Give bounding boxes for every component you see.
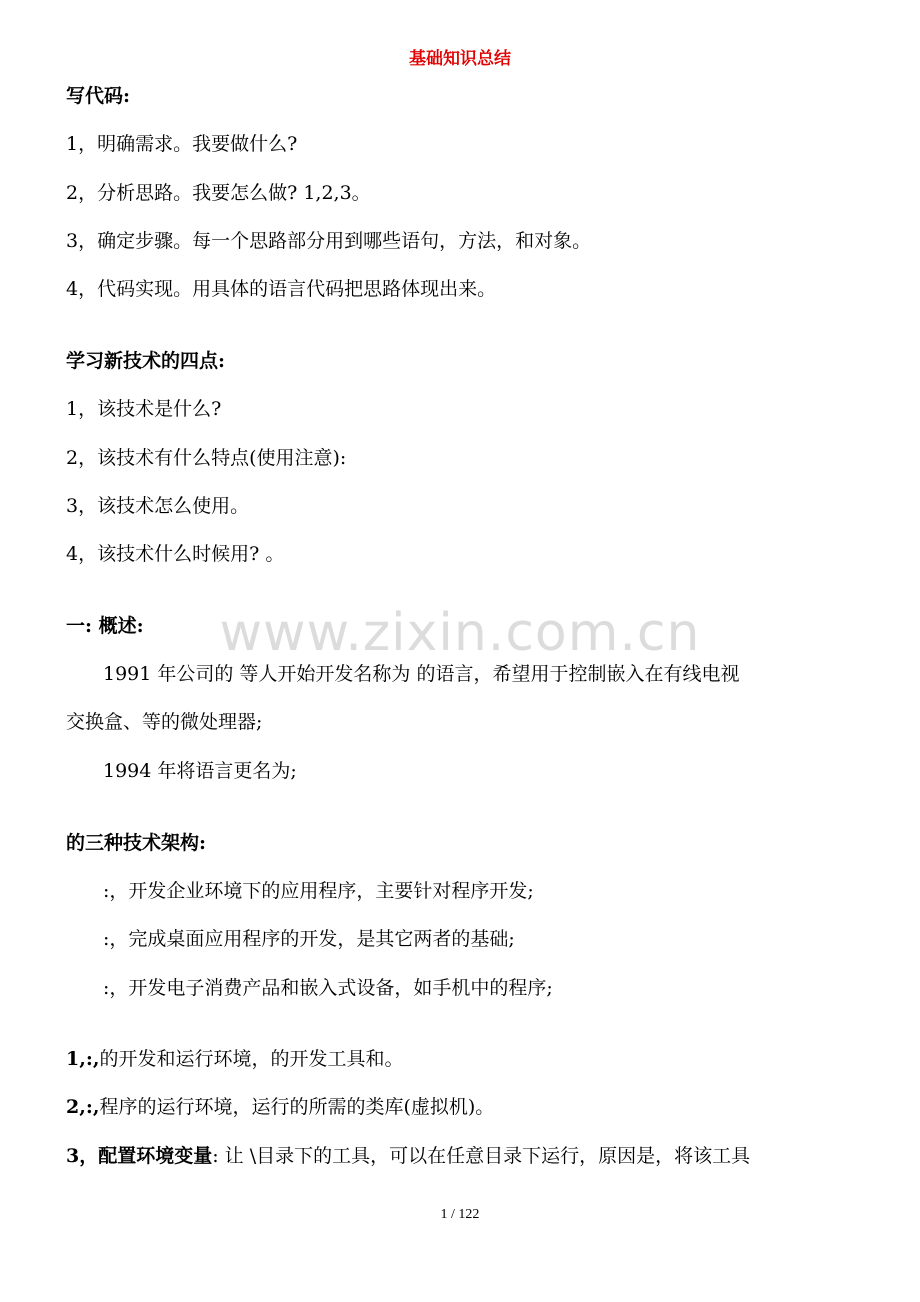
item-text: 程序的运行环境，运行的所需的类库(虚拟机)。: [99, 1096, 495, 1118]
item-number: 1,:,: [66, 1048, 100, 1070]
item-text: : 让 \目录下的工具，可以在任意目录下运行，原因是，将该工具: [212, 1145, 751, 1167]
heading-architectures: 的三种技术架构:: [66, 832, 207, 854]
list-item: [66, 1147, 750, 1166]
list-item: 2，分析思路。我要怎么做? 1,2,3。: [66, 182, 371, 204]
heading-overview: 一: 概述:: [66, 615, 144, 637]
list-item: 2，该技术有什么特点(使用注意):: [66, 447, 347, 469]
item-heading: 3，配置环境变量: [66, 1145, 213, 1167]
paragraph-line: 交换盒、等的微处理器;: [66, 711, 263, 733]
document-title: 基础知识总结: [409, 49, 511, 69]
paragraph-line: 1991 年公司的 等人开始开发名称为 的语言，希望用于控制嵌入在有线电视: [103, 663, 740, 685]
list-item: 3，确定步骤。每一个思路部分用到哪些语句，方法，和对象。: [66, 230, 592, 252]
list-item: 4，该技术什么时候用? 。: [66, 543, 285, 565]
item-number: 2,:,: [66, 1096, 100, 1118]
list-item: 4，代码实现。用具体的语言代码把思路体现出来。: [66, 278, 497, 300]
list-item: :，完成桌面应用程序的开发，是其它两者的基础;: [103, 928, 515, 950]
paragraph-line: 1994 年将语言更名为;: [103, 760, 297, 782]
heading-learn-tech: 学习新技术的四点:: [66, 350, 226, 372]
item-text: 的开发和运行环境，的开发工具和。: [99, 1048, 404, 1070]
list-item: 3，该技术怎么使用。: [66, 495, 250, 517]
list-item: 1，该技术是什么?: [66, 398, 222, 420]
list-item: 1，明确需求。我要做什么?: [66, 133, 298, 155]
list-item: [66, 1098, 494, 1117]
list-item: :，开发企业环境下的应用程序，主要针对程序开发;: [103, 880, 534, 902]
list-item: [66, 1050, 403, 1069]
heading-write-code: 写代码:: [66, 85, 131, 107]
list-item: :，开发电子消费产品和嵌入式设备，如手机中的程序;: [103, 977, 553, 999]
page-number: 1 / 122: [440, 1207, 480, 1222]
watermark: www.zixin.com.cn: [219, 603, 701, 663]
